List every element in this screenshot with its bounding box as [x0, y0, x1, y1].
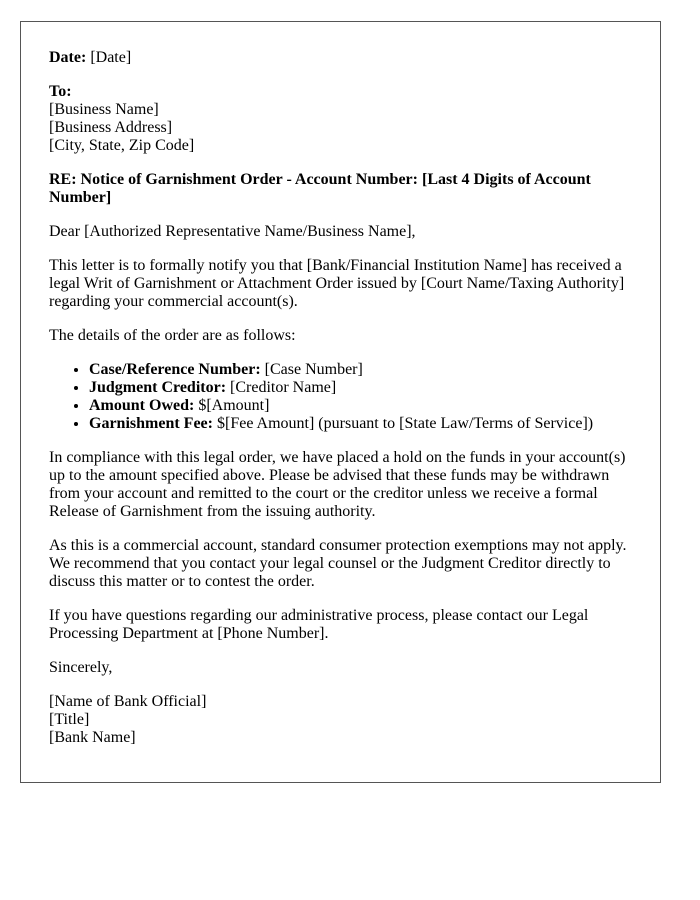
subject-text: RE: Notice of Garnishment Order - Account Number: [Last 4 Digits of Account Number] — [49, 171, 591, 206]
recipient-address: [Business Address] — [49, 119, 173, 136]
recipient-block — [49, 83, 632, 155]
signature-block — [49, 693, 632, 747]
detail-item-judgment-creditor — [89, 379, 632, 397]
date-value: [Date] — [90, 49, 132, 66]
signature-name: [Name of Bank Official] — [49, 693, 207, 710]
detail-value: $[Fee Amount] (pursuant to [State Law/Terms of Service]) — [216, 415, 594, 432]
closing: Sincerely, — [49, 659, 113, 676]
subject-line — [49, 171, 632, 207]
recipient-name: [Business Name] — [49, 101, 159, 118]
detail-item-amount-owed — [89, 397, 632, 415]
detail-value: [Case Number] — [264, 361, 363, 378]
detail-item-case-number — [89, 361, 632, 379]
details-intro: The details of the order are as follows: — [49, 327, 296, 344]
salutation: Dear [Authorized Representative Name/Business Name], — [49, 223, 416, 240]
date-label: Date: — [49, 49, 87, 66]
signature-title: [Title] — [49, 711, 90, 728]
intro-paragraph: This letter is to formally notify you that [Bank/Financial Institution Name] has received a legal Writ of Garnishment or Attachment Order issued by [Court Name/Taxing Authority] regarding your commercial account(s). — [49, 257, 625, 310]
detail-value: [Creditor Name] — [230, 379, 337, 396]
commercial-account-paragraph: As this is a commercial account, standard consumer protection exemptions may not apply. We recommend that you contact your legal counsel or the Judgment Creditor directly to discuss this matter or to contest the order. — [49, 537, 627, 590]
detail-item-garnishment-fee — [89, 415, 632, 433]
date-line — [49, 49, 632, 67]
detail-label: Case/Reference Number: — [89, 361, 261, 378]
recipient-city-state-zip: [City, State, Zip Code] — [49, 137, 195, 154]
detail-label: Garnishment Fee: — [89, 415, 213, 432]
detail-label: Judgment Creditor: — [89, 379, 227, 396]
letter-document — [20, 21, 661, 783]
detail-value: $[Amount] — [198, 397, 270, 414]
signature-bank: [Bank Name] — [49, 729, 136, 746]
recipient-label: To: — [49, 83, 72, 100]
detail-label: Amount Owed: — [89, 397, 195, 414]
compliance-paragraph: In compliance with this legal order, we have placed a hold on the funds in your account(s) up to the amount specified above. Please be advised that these funds may be withdrawn from your account and remitted to the court or the creditor unless we receive a formal Release of Garnishment from the issuing authority. — [49, 449, 626, 520]
contact-paragraph: If you have questions regarding our administrative process, please contact our Legal Processing Department at [Phone Number]. — [49, 607, 589, 642]
details-list — [49, 361, 632, 433]
